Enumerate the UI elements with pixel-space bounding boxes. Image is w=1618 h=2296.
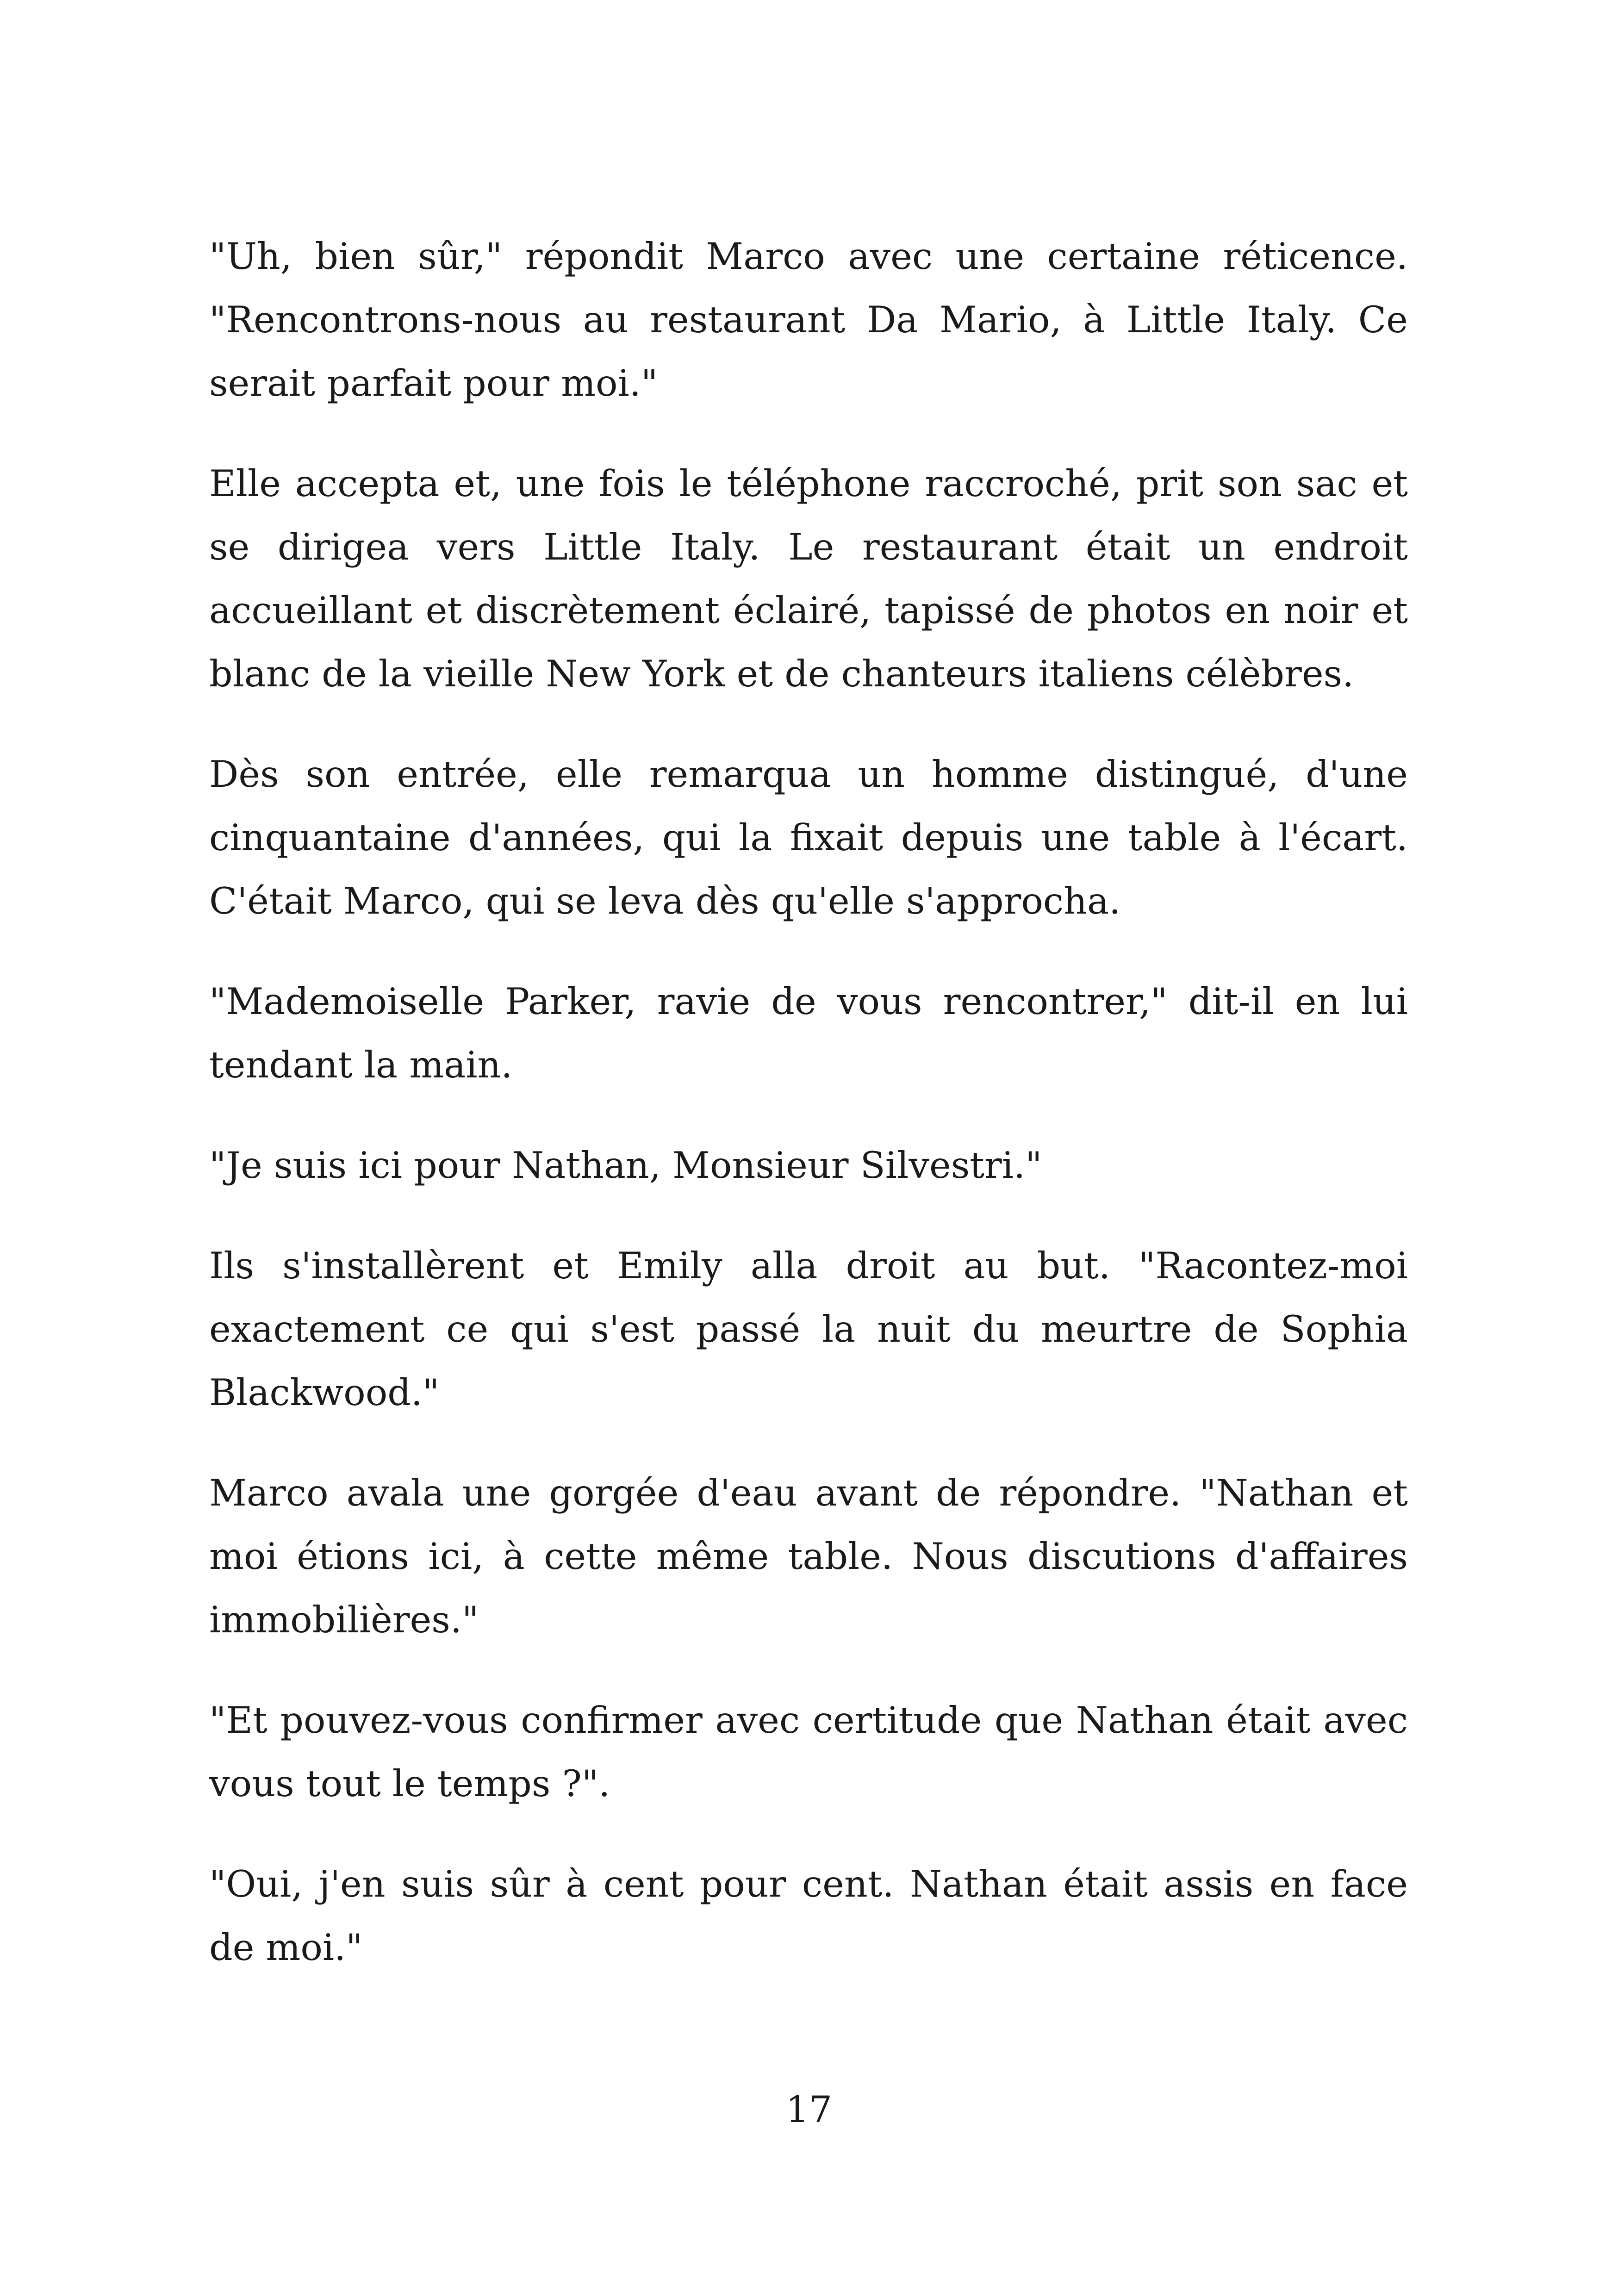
paragraph-7: Marco avala une gorgée d'eau avant de répondre. "Nathan et moi étions ici, à cette même table. Nous discutions d'affaires immobilières.": [209, 1472, 1408, 1641]
paragraph-1: "Uh, bien sûr," répondit Marco avec une certaine réticence. "Rencontrons-nous au restaurant Da Mario, à Little Italy. Ce serait parfait pour moi.": [209, 235, 1408, 404]
paragraph-4: "Mademoiselle Parker, ravie de vous rencontrer," dit-il en lui tendant la main.: [209, 980, 1408, 1086]
body-text: [209, 225, 1408, 2016]
paragraph-6: Ils s'installèrent et Emily alla droit au but. "Racontez-moi exactement ce qui s'est passé la nuit du meurtre de Sophia Blackwood.": [209, 1244, 1408, 1414]
page-number: 17: [785, 2088, 833, 2131]
paragraph-8: "Et pouvez-vous confirmer avec certitude que Nathan était avec vous tout le temps ?".: [209, 1699, 1408, 1805]
paragraph-3: Dès son entrée, elle remarqua un homme distingué, d'une cinquantaine d'années, qui la fixait depuis une table à l'écart. C'était Marco, qui se leva dès qu'elle s'approcha.: [209, 753, 1408, 922]
paragraph-2: Elle accepta et, une fois le téléphone raccroché, prit son sac et se dirigea vers Little Italy. Le restaurant était un endroit accueillant et discrètement éclairé, tapissé de photos en noir et blanc de la vieille New York et de chanteurs italiens célèbres.: [209, 462, 1408, 695]
paragraph-9: "Oui, j'en suis sûr à cent pour cent. Nathan était assis en face de moi.": [209, 1863, 1408, 1969]
paragraph-5: "Je suis ici pour Nathan, Monsieur Silvestri.": [209, 1144, 1042, 1187]
